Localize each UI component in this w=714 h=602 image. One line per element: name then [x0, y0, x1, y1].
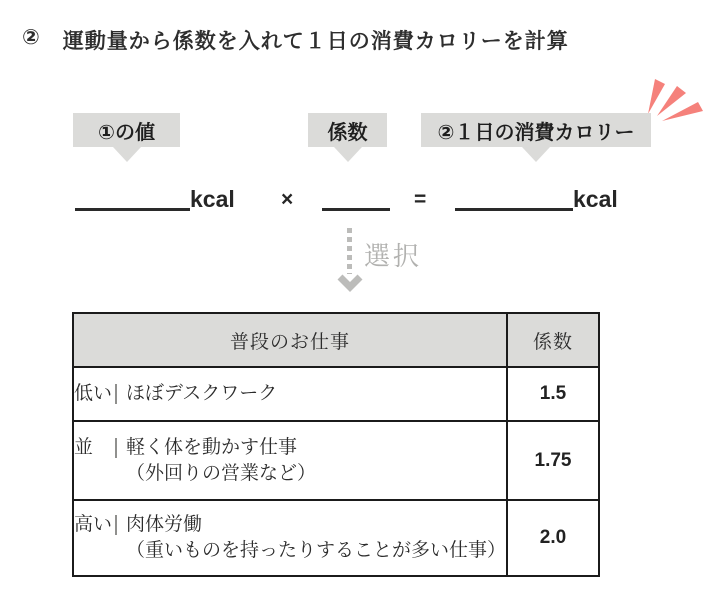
coefficient-table	[72, 312, 600, 577]
title-text: 運動量から係数を入れて１日の消費カロリーを計算	[62, 30, 569, 53]
job-cell	[73, 421, 507, 500]
callout-value1	[73, 113, 180, 147]
multiply-sign: ×	[281, 188, 294, 211]
table-header-row	[73, 313, 599, 367]
job-note: （外回りの営業など）	[126, 462, 317, 484]
job-level: 低い	[74, 383, 113, 404]
callout-coefficient	[308, 113, 387, 147]
coefficient-value: 1.75	[507, 421, 599, 500]
job-level: 高い	[74, 514, 113, 535]
blank-coefficient-field	[322, 186, 390, 211]
job-cell	[73, 500, 507, 576]
job-description: ほぼデスクワーク	[126, 383, 278, 404]
header-job: 普段のお仕事	[73, 313, 507, 367]
callout-daily-calories	[421, 113, 651, 147]
job-level: 並	[74, 436, 94, 458]
callout-value1-label: ①の値	[98, 121, 155, 144]
blank-result-field	[455, 186, 573, 211]
callout-coefficient-label: 係数	[327, 121, 368, 144]
coefficient-value: 2.0	[507, 500, 599, 576]
table-row-low	[73, 367, 599, 421]
unit-kcal-1: kcal	[190, 186, 235, 212]
unit-kcal-2: kcal	[573, 186, 618, 212]
job-note: （重いものを持ったりすることが多い仕事）	[126, 540, 507, 561]
callout-daily-calories-label: ②１日の消費カロリー	[437, 121, 635, 144]
title-number: ②	[22, 26, 41, 49]
formula-row	[0, 186, 714, 218]
table-row-medium	[73, 421, 599, 500]
header-coefficient: 係数	[507, 313, 599, 367]
equals-sign: =	[414, 188, 427, 211]
page-title	[22, 25, 569, 55]
select-label: 選択	[364, 241, 423, 271]
job-cell	[73, 367, 507, 421]
arrow-down-icon	[337, 274, 363, 292]
blank-value1-field	[75, 186, 190, 211]
job-description: 軽く体を動かす仕事	[126, 436, 298, 458]
job-description: 肉体労働	[126, 514, 203, 535]
coefficient-value: 1.5	[507, 367, 599, 421]
table-row-high	[73, 500, 599, 576]
dotted-arrow-line	[347, 228, 352, 274]
